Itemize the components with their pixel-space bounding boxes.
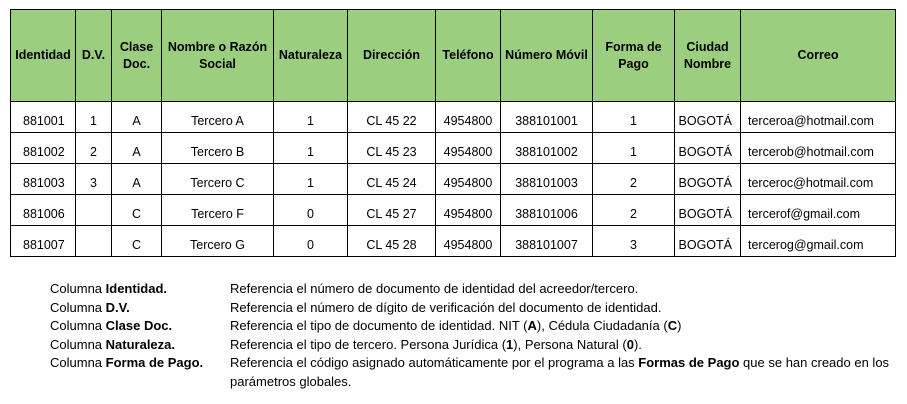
note-label	[50, 336, 230, 355]
note-text: ).	[633, 336, 642, 352]
note-label	[50, 354, 230, 391]
cell-correo: tercerog@gmail.com	[741, 226, 896, 257]
cell-telefono: 4954800	[436, 102, 501, 133]
cell-direccion: CL 45 22	[348, 102, 436, 133]
cell-dv: 3	[76, 164, 112, 195]
note-prefix: Columna	[50, 318, 106, 333]
note-code: 0	[626, 336, 634, 352]
third-party-table-container	[10, 9, 895, 257]
note-label	[50, 299, 230, 318]
cell-identidad: 881001	[11, 102, 76, 133]
cell-ciudad: BOGOTÁ	[675, 164, 741, 195]
note-text: Referencia el código asignado automáticamente por el programa a las	[230, 355, 639, 370]
note-prefix: Columna	[50, 355, 106, 370]
note-clase-doc	[50, 317, 890, 336]
cell-movil: 388101001	[501, 102, 593, 133]
cell-clase-doc: A	[112, 133, 162, 164]
cell-movil: 388101007	[501, 226, 593, 257]
cell-direccion: CL 45 23	[348, 133, 436, 164]
note-term: Forma de Pago.	[105, 355, 204, 370]
note-forma-pago	[50, 354, 890, 391]
header-correo: Correo	[741, 10, 896, 102]
header-identidad: Identidad	[11, 10, 76, 102]
cell-ciudad: BOGOTÁ	[675, 195, 741, 226]
cell-telefono: 4954800	[436, 195, 501, 226]
note-description	[230, 317, 890, 336]
cell-naturaleza: 1	[274, 102, 348, 133]
cell-forma-pago: 1	[593, 133, 675, 164]
cell-dv	[76, 226, 112, 257]
cell-ciudad: BOGOTÁ	[675, 133, 741, 164]
cell-identidad: 881007	[11, 226, 76, 257]
cell-nombre: Tercero C	[162, 164, 274, 195]
cell-nombre: Tercero A	[162, 102, 274, 133]
note-naturaleza	[50, 336, 890, 355]
note-prefix: Columna	[50, 336, 106, 352]
cell-correo: terceroa@hotmail.com	[741, 102, 896, 133]
note-prefix: Columna	[50, 281, 106, 296]
note-term-inline: Formas de Pago	[638, 355, 740, 370]
header-nombre: Nombre o Razón Social	[162, 10, 274, 102]
note-term: Identidad.	[105, 281, 168, 296]
cell-movil: 388101002	[501, 133, 593, 164]
cell-forma-pago: 3	[593, 226, 675, 257]
cell-direccion: CL 45 27	[348, 195, 436, 226]
note-term: Clase Doc.	[105, 318, 173, 333]
header-direccion: Dirección	[348, 10, 436, 102]
cell-clase-doc: A	[112, 102, 162, 133]
note-text: Referencia el número de dígito de verificación del documento de identidad.	[230, 299, 662, 315]
note-text: Referencia el tipo de tercero. Persona Jurídica (	[230, 336, 507, 352]
third-party-table	[10, 9, 896, 257]
cell-clase-doc: C	[112, 195, 162, 226]
cell-telefono: 4954800	[436, 133, 501, 164]
cell-naturaleza: 1	[274, 133, 348, 164]
note-label	[50, 280, 230, 299]
cell-forma-pago: 2	[593, 164, 675, 195]
cell-forma-pago: 2	[593, 195, 675, 226]
header-naturaleza: Naturaleza	[274, 10, 348, 102]
cell-clase-doc: C	[112, 226, 162, 257]
cell-telefono: 4954800	[436, 164, 501, 195]
header-forma-pago: Forma de Pago	[593, 10, 675, 102]
cell-direccion: CL 45 28	[348, 226, 436, 257]
table-row	[11, 133, 896, 164]
note-description	[230, 336, 890, 355]
cell-nombre: Tercero B	[162, 133, 274, 164]
note-code: C	[667, 318, 678, 333]
note-label	[50, 317, 230, 336]
note-prefix: Columna	[50, 299, 106, 315]
cell-forma-pago: 1	[593, 102, 675, 133]
cell-movil: 388101006	[501, 195, 593, 226]
table-row	[11, 164, 896, 195]
note-text: ), Persona Natural (	[513, 336, 627, 352]
cell-identidad: 881002	[11, 133, 76, 164]
note-term: Naturaleza.	[105, 336, 176, 352]
table-header-row	[11, 10, 896, 102]
cell-identidad: 881003	[11, 164, 76, 195]
table-row	[11, 226, 896, 257]
cell-correo: tercerof@gmail.com	[741, 195, 896, 226]
cell-ciudad: BOGOTÁ	[675, 102, 741, 133]
column-notes	[50, 280, 890, 391]
cell-direccion: CL 45 24	[348, 164, 436, 195]
cell-telefono: 4954800	[436, 226, 501, 257]
header-dv: D.V.	[76, 10, 112, 102]
note-text: ), Cédula Ciudadanía (	[536, 318, 668, 333]
table-row	[11, 102, 896, 133]
cell-nombre: Tercero G	[162, 226, 274, 257]
cell-movil: 388101003	[501, 164, 593, 195]
table-row	[11, 195, 896, 226]
cell-dv: 2	[76, 133, 112, 164]
cell-identidad: 881006	[11, 195, 76, 226]
cell-nombre: Tercero F	[162, 195, 274, 226]
note-description	[230, 280, 890, 299]
cell-naturaleza: 0	[274, 195, 348, 226]
note-text: Referencia el número de documento de identidad del acreedor/tercero.	[230, 281, 639, 296]
note-text: Referencia el tipo de documento de identidad. NIT (	[230, 318, 528, 333]
note-identidad	[50, 280, 890, 299]
header-clase-doc: Clase Doc.	[112, 10, 162, 102]
note-term: D.V.	[105, 299, 130, 315]
cell-dv	[76, 195, 112, 226]
note-description	[230, 354, 890, 391]
header-telefono: Teléfono	[436, 10, 501, 102]
header-movil: Número Móvil	[501, 10, 593, 102]
cell-correo: tercerob@hotmail.com	[741, 133, 896, 164]
note-text: que se han creado en los parámetros globales.	[230, 355, 890, 389]
cell-correo: terceroc@hotmail.com	[741, 164, 896, 195]
cell-naturaleza: 1	[274, 164, 348, 195]
note-code: A	[527, 318, 537, 333]
cell-ciudad: BOGOTÁ	[675, 226, 741, 257]
cell-clase-doc: A	[112, 164, 162, 195]
cell-dv: 1	[76, 102, 112, 133]
table-body	[11, 102, 896, 257]
cell-naturaleza: 0	[274, 226, 348, 257]
note-code: 1	[506, 336, 514, 352]
header-ciudad: Ciudad Nombre	[675, 10, 741, 102]
note-description	[230, 299, 890, 318]
note-dv	[50, 299, 890, 318]
note-text: )	[677, 318, 682, 333]
